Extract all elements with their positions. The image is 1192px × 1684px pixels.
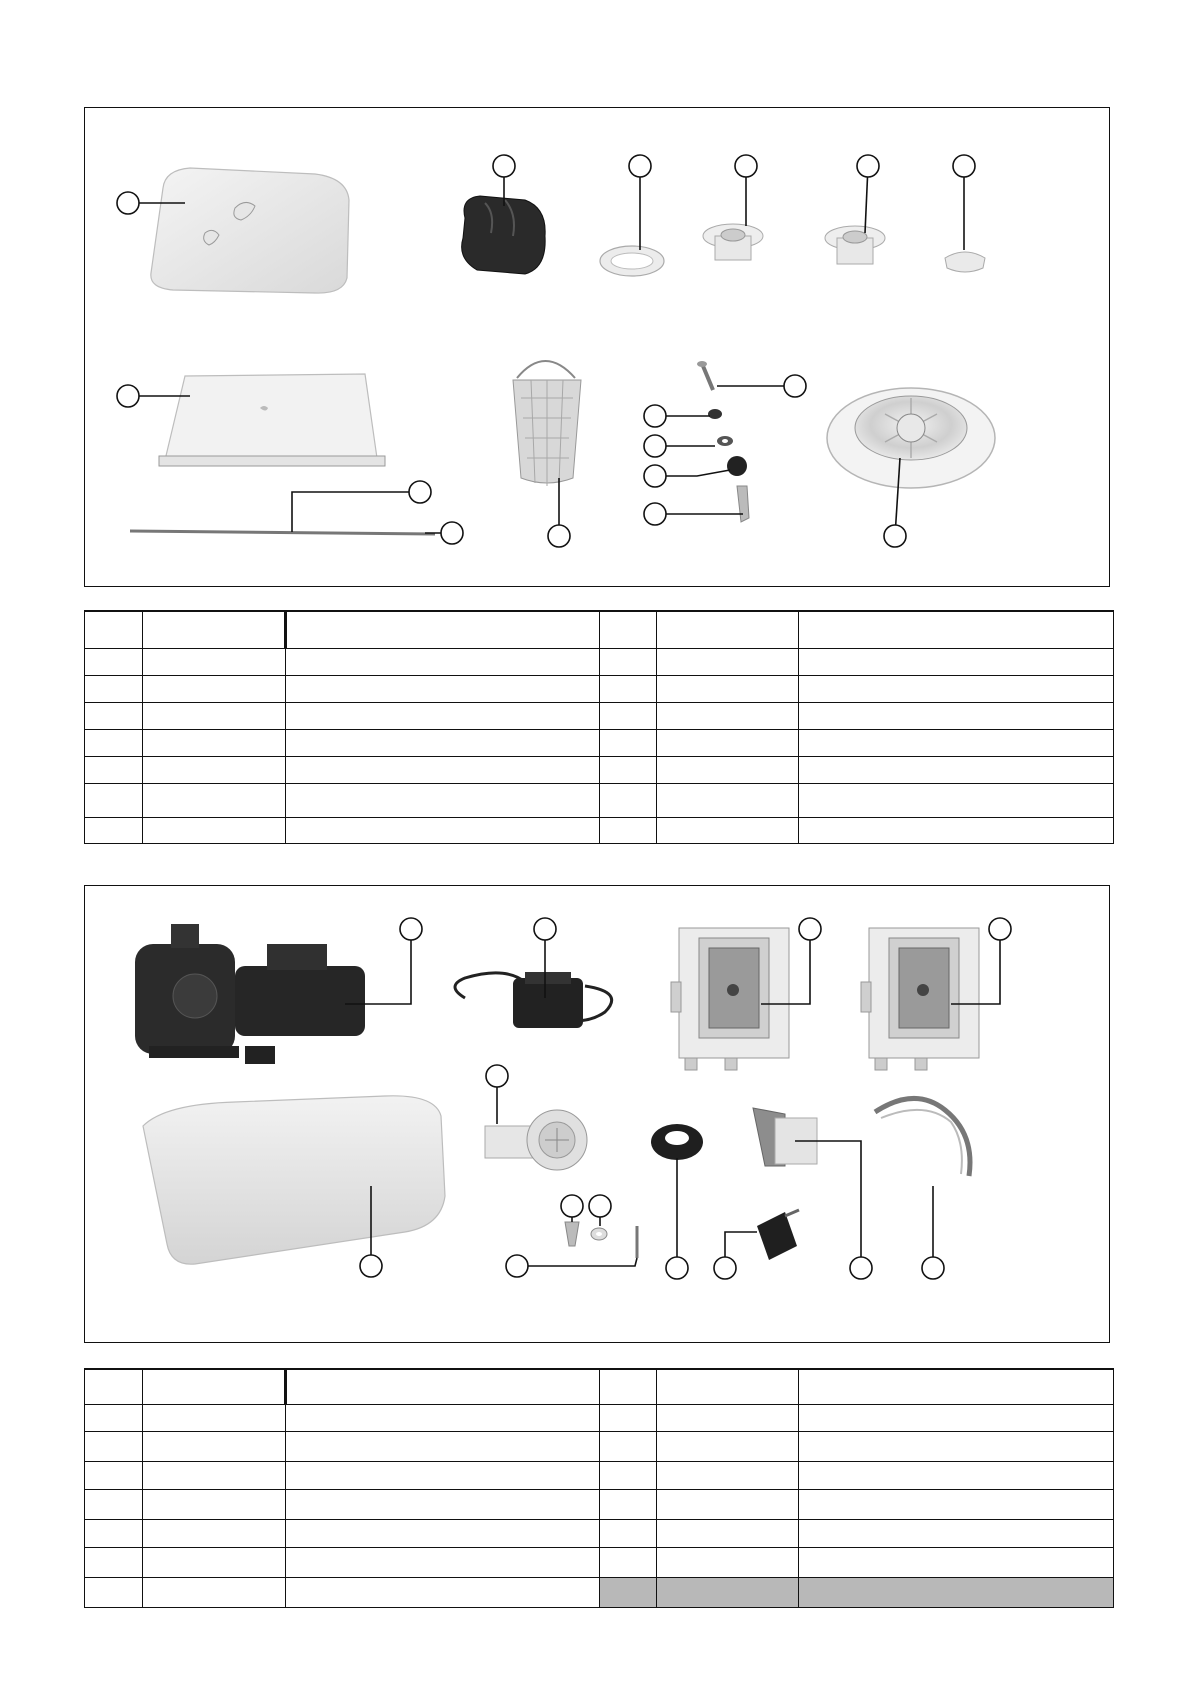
- callout-marker: [735, 155, 757, 177]
- table-row: [85, 1577, 1114, 1607]
- callout-marker: [666, 1257, 688, 1279]
- nozzle-icon: [753, 1108, 817, 1166]
- table-cell: [799, 1461, 1114, 1489]
- callout-marker: [561, 1195, 583, 1217]
- table-cell: [656, 1519, 798, 1547]
- table-cell: [799, 1547, 1114, 1577]
- table-row: [85, 784, 1114, 818]
- table-cell: [85, 1489, 143, 1519]
- callout-marker: [644, 503, 666, 525]
- table-cell: [285, 1547, 600, 1577]
- table-cell: [656, 757, 798, 784]
- table-cell: [85, 1404, 143, 1431]
- skimmer-lid-icon: [151, 168, 349, 293]
- table-cell: [285, 1461, 600, 1489]
- table-cell: [799, 1519, 1114, 1547]
- inlet-fitting-icon: [703, 224, 763, 260]
- table-cell: [285, 784, 600, 818]
- plug-icon: [757, 1210, 799, 1260]
- table-cell: [600, 757, 656, 784]
- table-row: [85, 1547, 1114, 1577]
- table-cell: [799, 817, 1114, 843]
- table-cell: [85, 1547, 143, 1577]
- table-cell: [799, 1404, 1114, 1431]
- table-cell: [143, 611, 285, 648]
- table-cell: [285, 1369, 600, 1404]
- table-cell: [656, 702, 798, 729]
- table-cell: [285, 757, 600, 784]
- callout-marker: [884, 525, 906, 547]
- callout-marker: [953, 155, 975, 177]
- table-cell: [143, 729, 285, 756]
- table-cell: [85, 1519, 143, 1547]
- table-row: [85, 729, 1114, 756]
- callout-marker: [360, 1255, 382, 1277]
- table-cell: [285, 702, 600, 729]
- table-cell: [285, 1404, 600, 1431]
- callout-marker: [506, 1255, 528, 1277]
- table-cell: [600, 1489, 656, 1519]
- callout-marker: [409, 481, 431, 503]
- table-cell: [600, 1461, 656, 1489]
- callout-marker: [644, 435, 666, 457]
- table-cell: [285, 675, 600, 702]
- table-row: [85, 1431, 1114, 1461]
- nut-icon: [708, 409, 722, 419]
- table-cell: [656, 729, 798, 756]
- table-row: [85, 675, 1114, 702]
- callout-marker: [548, 525, 570, 547]
- table-cell: [799, 784, 1114, 818]
- table-cell: [600, 1369, 656, 1404]
- table-cell: [85, 784, 143, 818]
- table-cell: [600, 817, 656, 843]
- table-cell: [600, 611, 656, 648]
- table-cell: [799, 675, 1114, 702]
- pump-motor-icon: [135, 924, 365, 1064]
- callout-marker: [799, 918, 821, 940]
- inlet-fitting-icon: [825, 226, 885, 264]
- callout-marker: [644, 405, 666, 427]
- table-cell: [143, 675, 285, 702]
- parts-table-bottom: [84, 1368, 1114, 1608]
- table-cell: [85, 1461, 143, 1489]
- table-cell: [285, 1519, 600, 1547]
- table-cell: [600, 1404, 656, 1431]
- parts-table-top: [84, 610, 1114, 844]
- table-cell: [85, 817, 143, 843]
- table-cell: [656, 1489, 798, 1519]
- table-cell: [600, 1547, 656, 1577]
- gasket-ring-icon: [600, 246, 664, 276]
- suction-fitting-icon: [485, 1110, 587, 1170]
- callout-marker: [400, 918, 422, 940]
- glove-icon: [462, 196, 546, 274]
- table-row: [85, 1461, 1114, 1489]
- table-row: [85, 817, 1114, 843]
- table-cell: [285, 1431, 600, 1461]
- table-cell: [143, 1577, 285, 1607]
- table-cell: [799, 1431, 1114, 1461]
- table-cell: [656, 1369, 798, 1404]
- nut-icon: [591, 1228, 607, 1240]
- table-cell: [143, 1369, 285, 1404]
- filter-cover-icon: [143, 1096, 445, 1264]
- table-cell: [85, 702, 143, 729]
- table-row: [85, 1369, 1114, 1404]
- table-cell: [85, 648, 143, 675]
- callout-marker: [117, 385, 139, 407]
- callout-marker: [486, 1065, 508, 1087]
- callout-marker: [117, 192, 139, 214]
- callout-marker: [714, 1257, 736, 1279]
- table-cell: [143, 1461, 285, 1489]
- callout-marker: [441, 522, 463, 544]
- callout-marker: [857, 155, 879, 177]
- callout-marker: [989, 918, 1011, 940]
- table-cell: [600, 1431, 656, 1461]
- table-cell: [799, 1489, 1114, 1519]
- callout-marker: [493, 155, 515, 177]
- table-cell: [600, 648, 656, 675]
- table-cell: [799, 1577, 1114, 1607]
- table-cell: [656, 1577, 798, 1607]
- table-cell: [656, 1404, 798, 1431]
- table-cell: [656, 817, 798, 843]
- table-cell: [600, 784, 656, 818]
- table-cell: [656, 784, 798, 818]
- nozzle-icon: [565, 1222, 579, 1246]
- table-cell: [799, 702, 1114, 729]
- table-cell: [85, 757, 143, 784]
- table-cell: [285, 1489, 600, 1519]
- table-cell: [656, 1431, 798, 1461]
- table-row: [85, 1404, 1114, 1431]
- table-row: [85, 757, 1114, 784]
- parts-figure-top: [84, 107, 1110, 587]
- table-cell: [143, 817, 285, 843]
- table-cell: [799, 729, 1114, 756]
- table-cell: [285, 729, 600, 756]
- callout-marker: [629, 155, 651, 177]
- table-cell: [656, 675, 798, 702]
- table-cell: [143, 1404, 285, 1431]
- table-cell: [285, 611, 600, 648]
- wall-plug-icon: [737, 486, 749, 522]
- table-cell: [143, 757, 285, 784]
- table-cell: [85, 1369, 143, 1404]
- callout-marker: [534, 918, 556, 940]
- table-cell: [656, 648, 798, 675]
- knob-icon: [727, 456, 747, 476]
- cap-icon: [945, 252, 985, 272]
- table-cell: [85, 1431, 143, 1461]
- callout-marker: [784, 375, 806, 397]
- skimmer-flap-icon: [159, 374, 385, 466]
- basket-icon: [513, 361, 581, 486]
- table-cell: [656, 1461, 798, 1489]
- table-cell: [85, 1577, 143, 1607]
- table-cell: [143, 702, 285, 729]
- table-cell: [656, 611, 798, 648]
- table-cell: [85, 611, 143, 648]
- table-row: [85, 1489, 1114, 1519]
- table-cell: [799, 611, 1114, 648]
- table-row: [85, 1519, 1114, 1547]
- table-cell: [600, 1519, 656, 1547]
- table-cell: [600, 702, 656, 729]
- table-cell: [85, 729, 143, 756]
- table-cell: [656, 1547, 798, 1577]
- nut-icon: [717, 436, 733, 446]
- pool-light-icon: [827, 388, 995, 488]
- table-cell: [85, 675, 143, 702]
- control-box-icon: [861, 928, 979, 1070]
- table-cell: [285, 817, 600, 843]
- screw-icon: [697, 361, 713, 390]
- table-cell: [143, 1519, 285, 1547]
- table-cell: [799, 648, 1114, 675]
- table-cell: [143, 784, 285, 818]
- rod-icon: [130, 531, 435, 534]
- table-cell: [143, 1489, 285, 1519]
- rubber-gasket-icon: [651, 1124, 703, 1160]
- table-row: [85, 648, 1114, 675]
- table-cell: [143, 1431, 285, 1461]
- callout-marker: [644, 465, 666, 487]
- table-cell: [799, 757, 1114, 784]
- table-cell: [285, 1577, 600, 1607]
- table-cell: [600, 675, 656, 702]
- hose-icon: [875, 1098, 970, 1176]
- table-cell: [285, 648, 600, 675]
- callout-marker: [589, 1195, 611, 1217]
- table-row: [85, 611, 1114, 648]
- transformer-icon: [455, 972, 612, 1028]
- table-cell: [600, 729, 656, 756]
- control-box-icon: [671, 928, 789, 1070]
- table-cell: [143, 648, 285, 675]
- table-cell: [600, 1577, 656, 1607]
- callout-marker: [922, 1257, 944, 1279]
- table-cell: [799, 1369, 1114, 1404]
- table-row: [85, 702, 1114, 729]
- parts-figure-bottom: [84, 885, 1110, 1343]
- table-cell: [143, 1547, 285, 1577]
- callout-marker: [850, 1257, 872, 1279]
